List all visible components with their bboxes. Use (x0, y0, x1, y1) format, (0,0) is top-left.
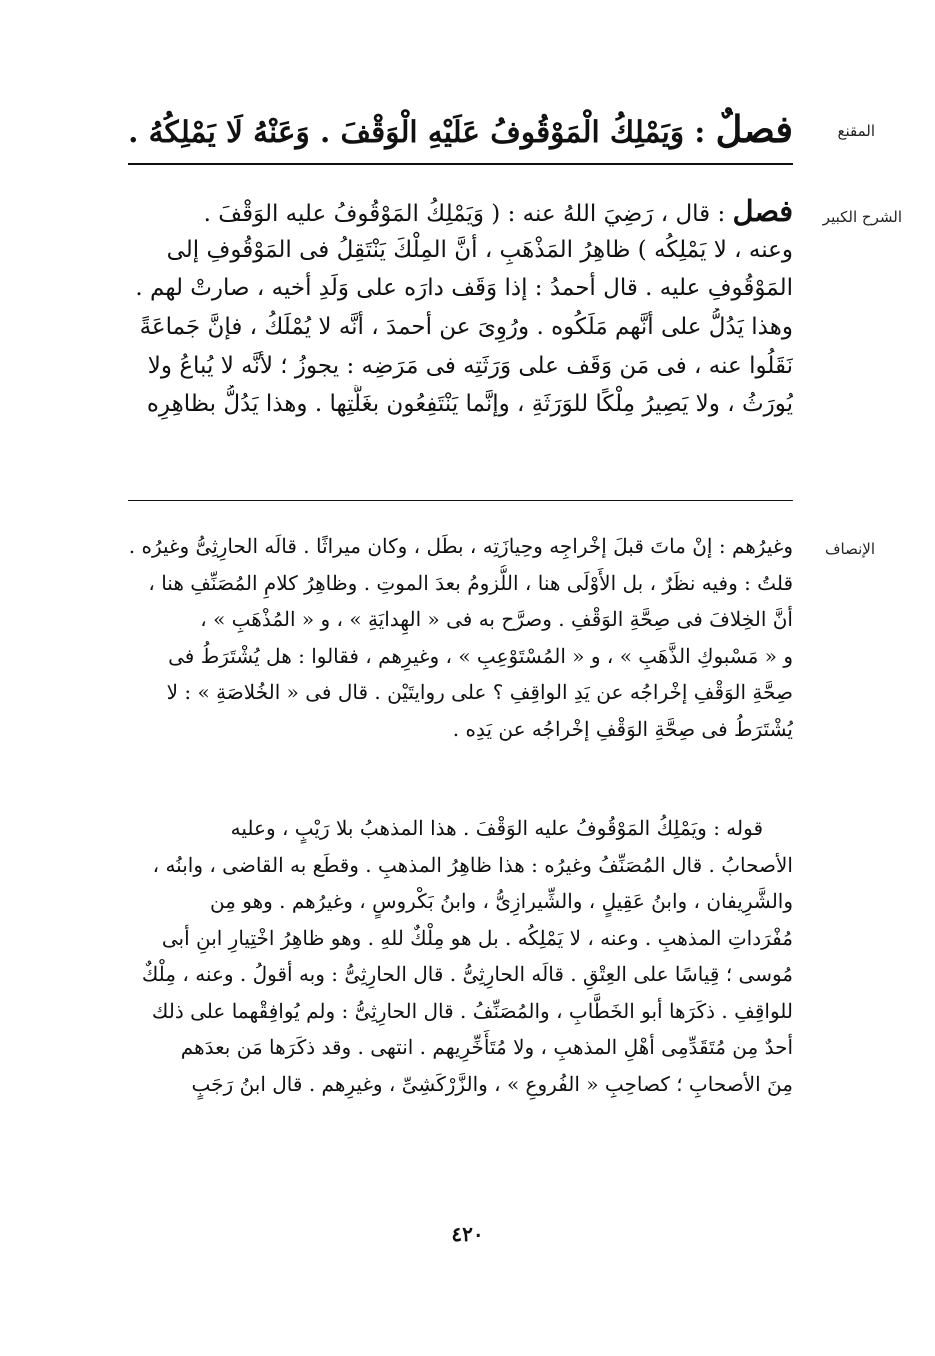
sharh-line: نَقَلُوا عنه ، فى مَن وَقَف على وَرَثَتِه فى مَرَضِه : يجوزُ ؛ لأنَّه لا يُباعُ ولا (147, 352, 793, 379)
sharh-line: يُورَثُ ، ولا يَصِيرُ مِلْكًا للوَرَثَةِ ، وإنَّما يَنْتَفِعُون بغَلَّتِها . وهذا يَدُلُّ بظاهِرِه (146, 391, 793, 418)
sharh-heading: فصل (732, 194, 793, 228)
muqni-body: : وَيَمْلِكُ الْمَوْقُوفُ عَلَيْهِ الْوَقْفَ . وَعَنْهُ لَا يَمْلِكُهُ . (128, 114, 716, 149)
sharh-line: المَوْقُوفِ عليه . قال أحمدُ : إذا وَقَف دارَه على وَلَدِ أخيه ، صارتْ لهم . (135, 275, 793, 302)
insaf-section-label: الإنصاف (824, 540, 875, 558)
muqni-section-label: المقنع (837, 122, 875, 140)
insaf-line: و « مَسْبوكِ الذَّهَبِ » ، و « المُسْتَوْعِبِ » ، وغيرِهم ، فقالوا : هل يُشْتَرَطُ فى (168, 643, 793, 668)
sharh-line: وعنه ، لا يَمْلِكُه ) ظاهِرُ المَذْهَبِ ، أنَّ المِلْكَ يَنْتَقِلُ فى المَوْقُوفِ إلى (166, 236, 793, 263)
muqni-heading: فصلٌ (715, 107, 793, 151)
insaf-paragraph-2 (128, 810, 793, 1102)
sharh-line (128, 192, 793, 231)
insaf-line: للواقِفِ . ذكَرَها أبو الخَطَّابِ ، والمُصَنِّفُ . قال الحارِثِىُّ : ولم يُوافِقْهما على ذلك (151, 998, 793, 1023)
insaf-line: قوله : ويَمْلِكُ المَوْقُوفُ عليه الوَقْفَ . هذا المذهبُ بلا رَيْبٍ ، وعليه (230, 816, 763, 840)
muqni-text (128, 104, 793, 154)
insaf-line: قلتُ : وفيه نظَرٌ ، بل الأَوْلَى هنا ، اللُّزومُ بعدَ الموتِ . وظاهِرُ كلامِ المُصَنِّفِ هنا ، (148, 570, 793, 595)
insaf-line: الأصحابُ . قال المُصَنِّفُ وغيرُه : هذا ظاهِرُ المذهبِ . وقطَع به القاضى ، وابنُه ، (152, 852, 793, 877)
insaf-line: أحدٌ مِن مُتَقَدِّمِى أهْلِ المذهبِ ، ولا مُتَأَخِّرِيهم . انتهى . وقد ذكَرَها مَن بعدَهم (180, 1035, 793, 1059)
insaf-line: مِنَ الأصحابِ ؛ كصاحِبِ « الفُروعِ » ، والزَّرْكَشِىِّ ، وغيرِهم . قال ابنُ رَجَبٍ (191, 1071, 793, 1096)
insaf-line: وغيرُهم : إنْ ماتَ قبلَ إخْراجِه وحِيازَتِه ، بطَل ، وكان ميراثًا . قالَه الحارِثِىُّ وغيرُه . (128, 534, 793, 558)
sharh-first-line: : قال ، رَضِيَ اللهُ عنه : ( وَيَمْلِكُ المَوْقُوفُ عليه الوَقْفَ . (203, 201, 733, 227)
sharh-text (128, 192, 793, 424)
insaf-paragraph-1 (128, 528, 793, 747)
insaf-line: صِحَّةِ الوَقْفِ إخْراجُه عن يَدِ الواقِفِ ؟ على روايتَيْن . قال فى « الخُلاصَةِ » : لا (166, 680, 793, 704)
insaf-line: يُشْتَرَطُ فى صِحَّةِ الوَقْفِ إخْراجُه عن يَدِه . (452, 716, 793, 741)
sharh-section-label: الشرح الكبير (822, 208, 902, 226)
sharh-line: وهذا يَدُلُّ على أنَّهم مَلَكُوه . ورُوِىَ عن أحمدَ ، أنَّه لا يُمْلَكُ ، فإنَّ جَماعَةً (139, 314, 793, 341)
insaf-line: مُوسى ؛ قِياسًا على العِتْقِ . قالَه الحارِثِىُّ . قال الحارِثِىُّ : وبه أقولُ . وعنه ، مِلْكٌ (141, 962, 793, 986)
muqni-divider (128, 163, 793, 165)
sharh-divider (128, 500, 793, 501)
insaf-line: والشَّرِيفان ، وابنُ عَقِيلٍ ، والشِّيرازِىُّ ، وابنُ بَكْروسٍ ، وغيرُهم . وهو مِن (209, 889, 793, 913)
insaf-line: أنَّ الخِلافَ فى صِحَّةِ الوَقْفِ . وصرَّح به فى « الهِدايَةِ » ، و « المُذْهَبِ » ، (200, 607, 793, 631)
page-number: ٤٢٠ (451, 1222, 484, 1246)
insaf-line: مُفْرَداتِ المذهبِ . وعنه ، لا يَمْلِكُه . بل هو مِلْكٌ للهِ . وهو ظاهِرُ اخْتِيارِ ابنِ أبى (161, 925, 793, 950)
